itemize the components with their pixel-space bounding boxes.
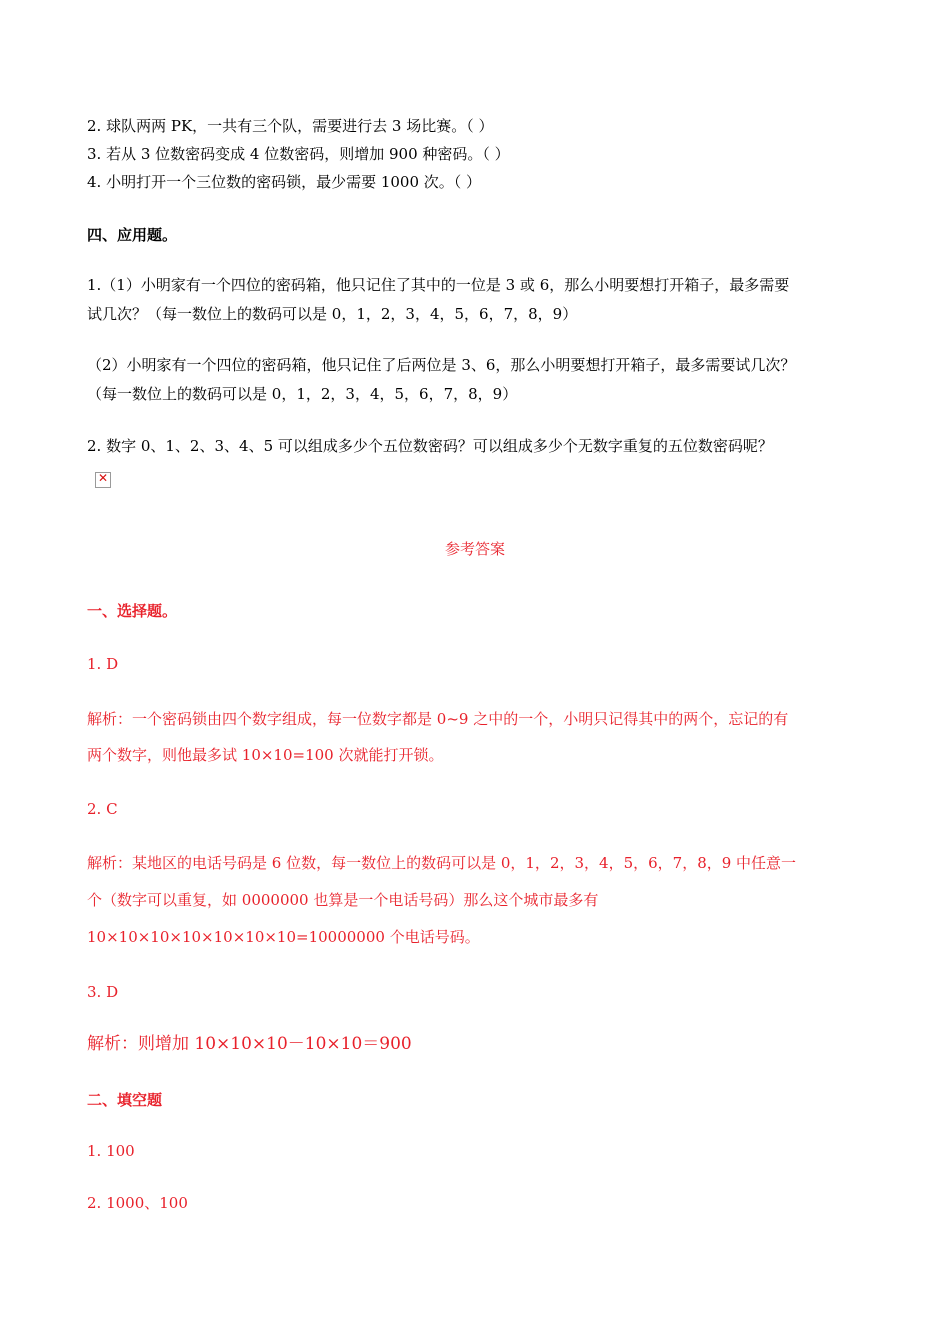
judgment-item-4: 4. 小明打开一个三位数的密码锁，最少需要 1000 次。（ ） [87,173,482,191]
section-heading-application: 四、应用题。 [87,226,178,244]
answer-1-explanation-line1: 解析：一个密码锁由四个数字组成，每一位数字都是 0~9 之中的一个，小明只记得其中的两个，忘记的有 [87,710,789,728]
application-q2: 2. 数字 0、1、2、3、4、5 可以组成多少个五位数密码？可以组成多少个无数字重复的五位数密码呢？ [87,437,773,455]
answer-3-explanation: 解析：则增加 10×10×10－10×10＝900 [87,1034,412,1054]
answer-2: 2. C [87,800,118,818]
fill-answer-1: 1. 100 [87,1142,135,1160]
answer-1: 1. D [87,655,119,673]
application-q1-part2-line1: （2）小明家有一个四位的密码箱，他只记住了后两位是 3、6，那么小明要想打开箱子，最多需要试几次？ [87,356,796,374]
application-q1-part2-line2: （每一数位上的数码可以是 0，1，2，3，4，5，6，7，8，9） [87,385,518,403]
answer-2-explanation-line1: 解析：某地区的电话号码是 6 位数，每一数位上的数码可以是 0，1，2，3，4，5，6，7，8，9 中任意一 [87,854,797,872]
answer-1-explanation-line2: 两个数字，则他最多试 10×10=100 次就能打开锁。 [87,746,444,764]
judgment-item-3: 3. 若从 3 位数密码变成 4 位数密码，则增加 900 种密码。（ ） [87,145,510,163]
answers-section2-heading: 二、填空题 [87,1091,163,1109]
answer-2-explanation-line2: 个（数字可以重复，如 0000000 也算是一个电话号码）那么这个城市最多有 [87,891,599,909]
broken-image-icon [95,472,111,488]
application-q1-part1-line1: 1.（1）小明家有一个四位的密码箱，他只记住了其中的一位是 3 或 6，那么小明要想打开箱子，最多需要 [87,276,790,294]
fill-answer-2: 2. 1000、100 [87,1194,188,1212]
answer-2-explanation-line3: 10×10×10×10×10×10×10=10000000 个电话号码。 [87,928,480,946]
answer-3: 3. D [87,983,119,1001]
answers-title: 参考答案 [444,540,505,558]
application-q1-part1-line2: 试几次？（每一数位上的数码可以是 0，1，2，3，4，5，6，7，8，9） [87,305,578,323]
answers-section1-heading: 一、选择题。 [87,602,178,620]
judgment-item-2: 2. 球队两两 PK，一共有三个队，需要进行去 3 场比赛。（ ） [87,117,494,135]
